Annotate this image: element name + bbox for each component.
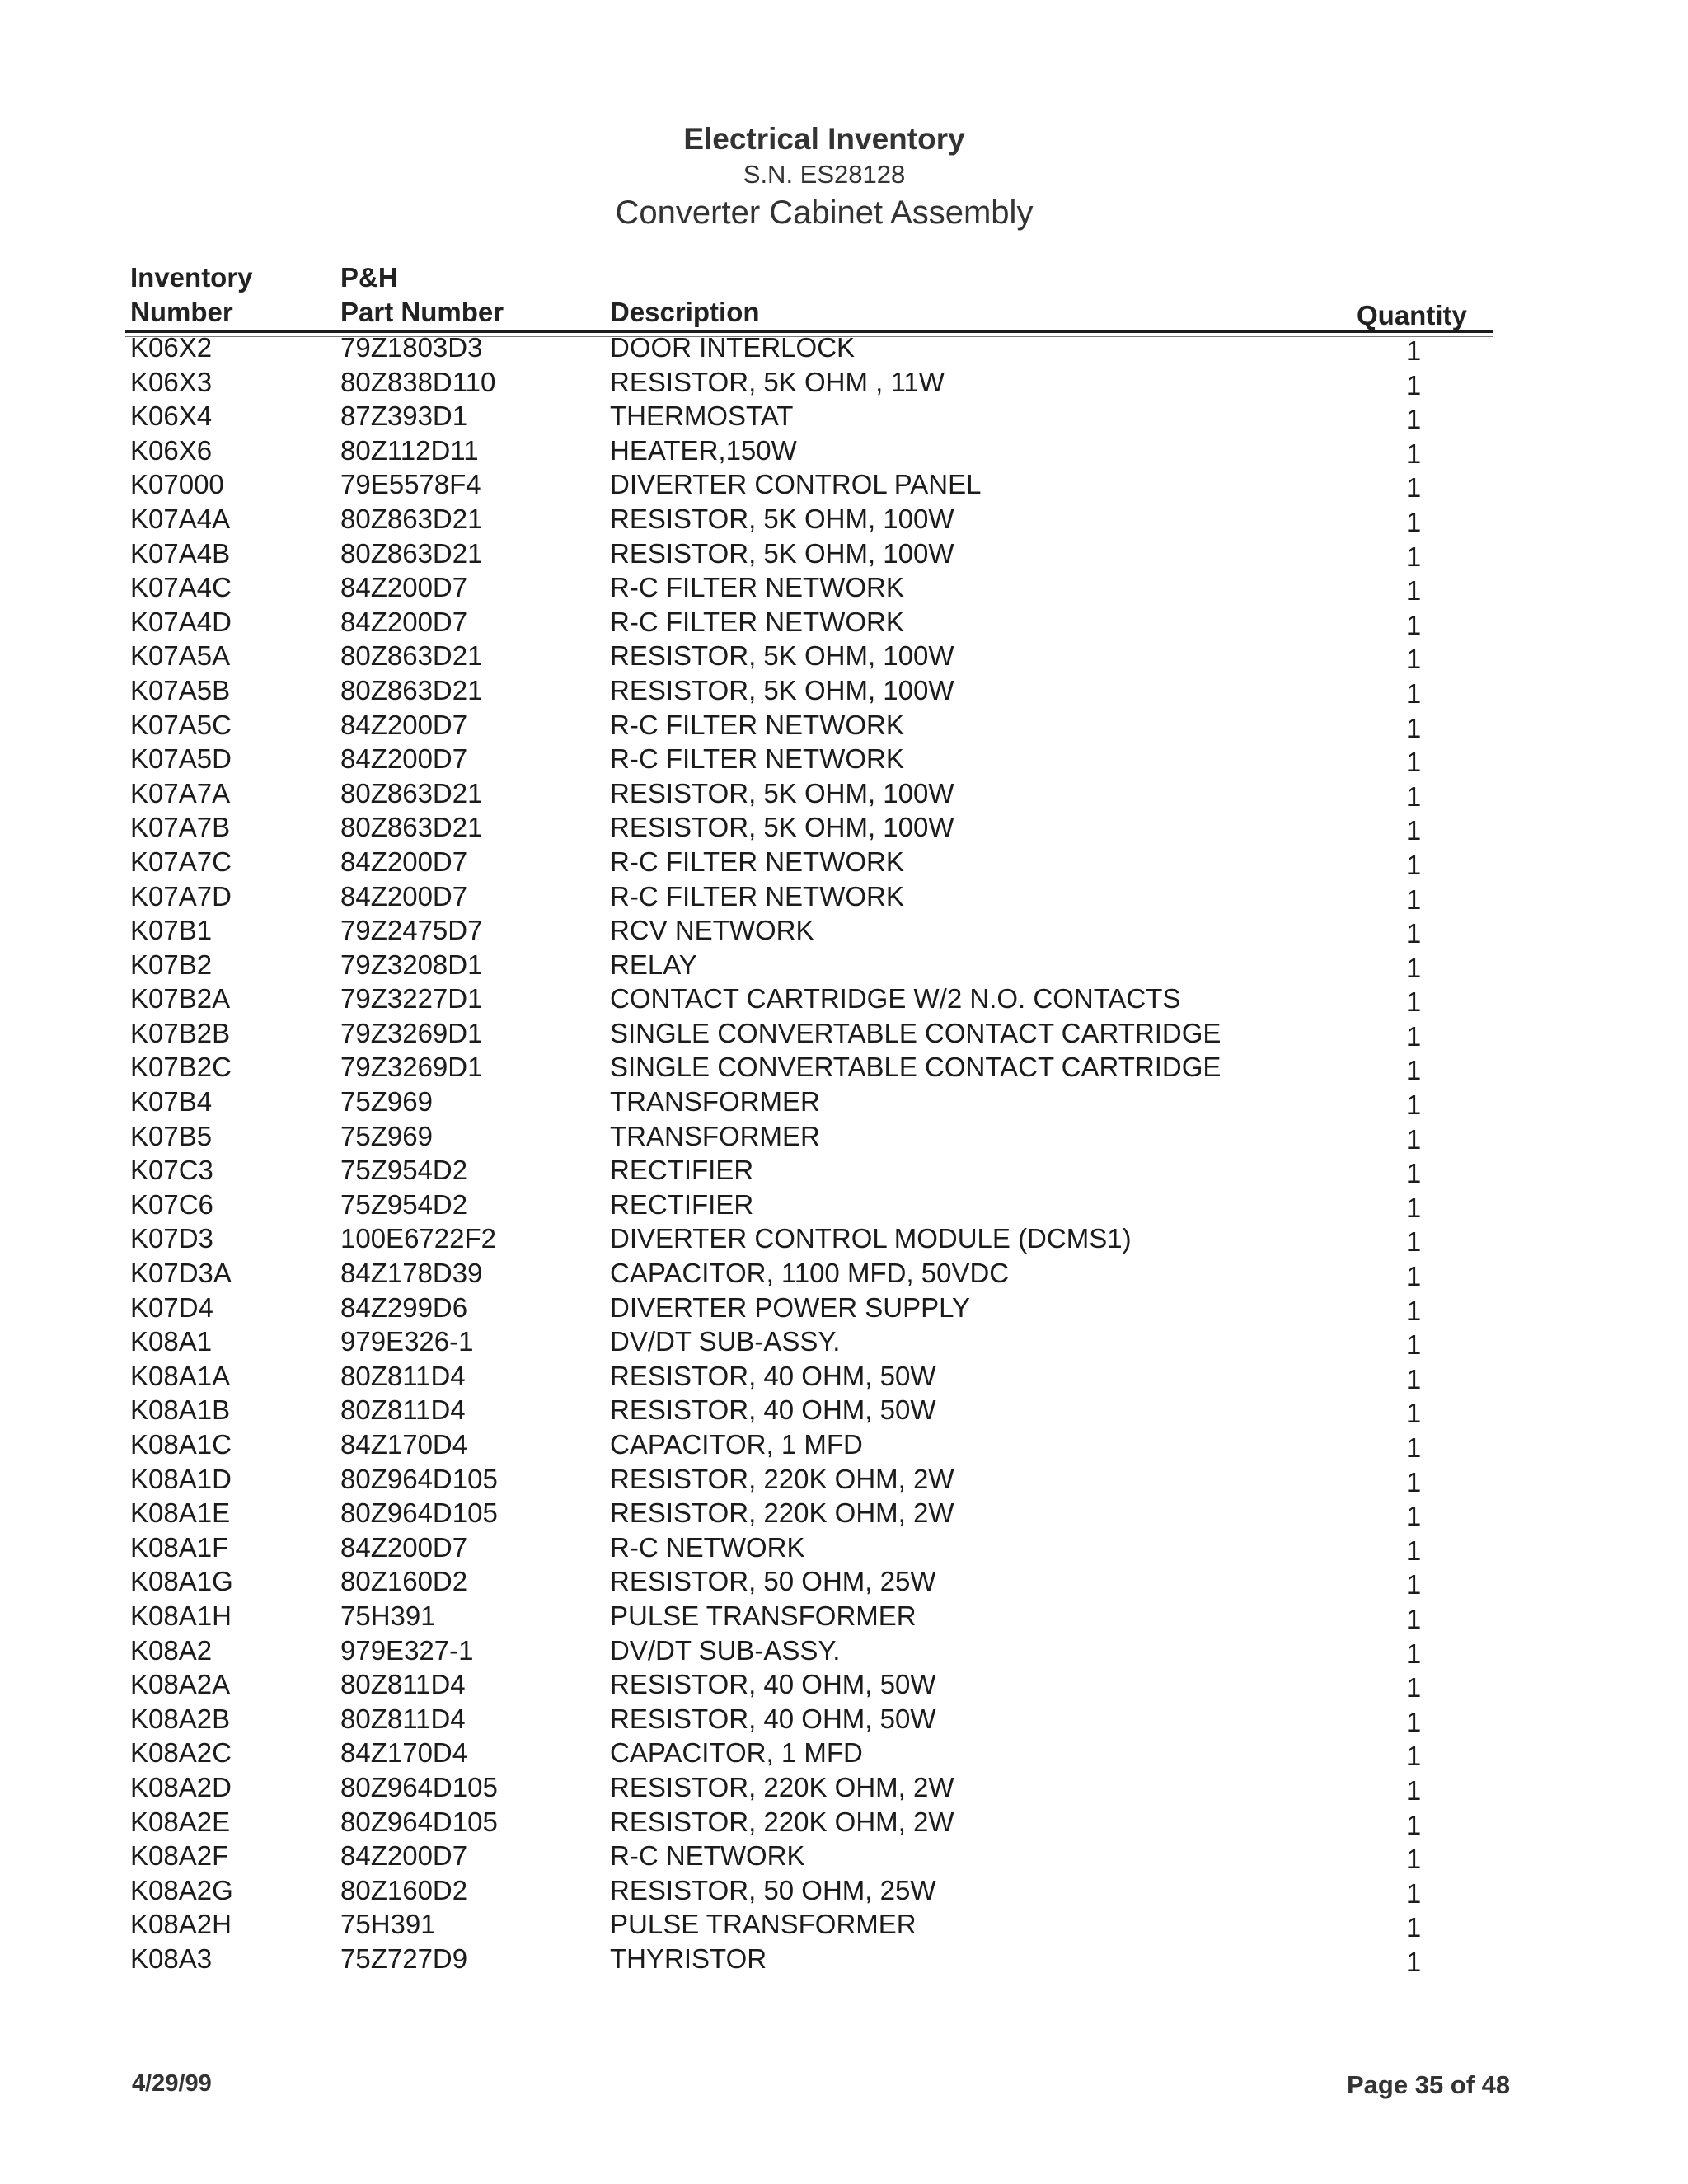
table-row — [0, 399, 1688, 434]
description-cell: RESISTOR, 40 OHM, 50W — [610, 1394, 936, 1426]
part-number-cell: 80Z811D4 — [340, 1703, 466, 1734]
column-header-inventory-line1: Inventory — [130, 262, 253, 293]
quantity-cell: 1 — [1405, 1912, 1422, 1943]
quantity-cell: 1 — [1405, 438, 1422, 469]
table-row — [0, 1462, 1688, 1497]
part-number-cell: 80Z964D105 — [340, 1771, 498, 1802]
part-number-cell: 80Z160D2 — [340, 1874, 468, 1905]
description-cell: HEATER,150W — [610, 434, 797, 466]
description-cell: RESISTOR, 40 OHM, 50W — [610, 1360, 936, 1391]
description-cell: RCV NETWORK — [610, 915, 814, 946]
table-row — [0, 1153, 1688, 1188]
inventory-number-cell: K07D3 — [130, 1223, 213, 1254]
inventory-number-cell: K07B2C — [130, 1052, 232, 1083]
part-number-cell: 75Z954D2 — [340, 1155, 468, 1186]
table-row — [0, 810, 1688, 845]
column-header-part-line2: Part Number — [340, 297, 504, 327]
inventory-number-cell: K07B2A — [130, 983, 231, 1015]
part-number-cell: 84Z299D6 — [340, 1291, 468, 1323]
quantity-cell: 1 — [1405, 780, 1422, 812]
part-number-cell: 84Z200D7 — [340, 709, 468, 740]
inventory-number-cell: K06X4 — [130, 401, 213, 432]
quantity-cell: 1 — [1405, 609, 1422, 640]
part-number-cell: 79Z3208D1 — [340, 949, 483, 980]
quantity-cell: 1 — [1405, 472, 1422, 504]
column-header-quantity: Quantity — [1357, 300, 1467, 330]
quantity-cell: 1 — [1405, 747, 1422, 778]
part-number-cell: 75Z969 — [340, 1086, 433, 1118]
part-number-cell: 87Z393D1 — [340, 401, 468, 432]
part-number-cell: 79Z3269D1 — [340, 1017, 483, 1048]
part-number-cell: 84Z170D4 — [340, 1429, 468, 1460]
quantity-cell: 1 — [1405, 1603, 1422, 1634]
quantity-cell: 1 — [1405, 987, 1422, 1018]
description-cell: RESISTOR, 50 OHM, 25W — [610, 1566, 936, 1597]
part-number-cell: 84Z170D4 — [340, 1737, 468, 1769]
column-header-part-line1: P&H — [340, 262, 398, 293]
inventory-number-cell: K08A1B — [130, 1394, 231, 1426]
inventory-number-cell: K07C3 — [130, 1155, 213, 1186]
quantity-cell: 1 — [1405, 1398, 1422, 1429]
quantity-cell: 1 — [1405, 335, 1422, 366]
part-number-cell: 80Z838D110 — [340, 366, 496, 397]
description-cell: SINGLE CONVERTABLE CONTACT CARTRIDGE — [610, 1017, 1221, 1048]
inventory-number-cell: K07A5B — [130, 674, 231, 705]
column-header-part-number — [340, 260, 504, 330]
part-number-cell: 84Z200D7 — [340, 846, 468, 877]
description-cell: RECTIFIER — [610, 1155, 754, 1186]
quantity-cell: 1 — [1405, 1090, 1422, 1121]
inventory-number-cell: K07A7A — [130, 777, 231, 808]
quantity-cell: 1 — [1405, 1363, 1422, 1394]
inventory-number-cell: K07A4B — [130, 537, 231, 569]
table-row — [0, 1324, 1688, 1359]
description-cell: RECTIFIER — [610, 1188, 754, 1220]
description-cell: R-C FILTER NETWORK — [610, 572, 904, 603]
quantity-cell: 1 — [1405, 1261, 1422, 1292]
table-row — [0, 1393, 1688, 1427]
column-header-description: Description — [610, 297, 760, 327]
table-row — [0, 1702, 1688, 1736]
description-cell: CONTACT CARTRIDGE W/2 N.O. CONTACTS — [610, 983, 1181, 1015]
quantity-cell: 1 — [1405, 1295, 1422, 1326]
quantity-cell: 1 — [1405, 404, 1422, 435]
table-row — [0, 708, 1688, 743]
part-number-cell: 80Z811D4 — [340, 1669, 466, 1700]
quantity-cell: 1 — [1405, 1329, 1422, 1361]
quantity-cell: 1 — [1405, 1638, 1422, 1669]
description-cell: PULSE TRANSFORMER — [610, 1600, 917, 1631]
table-row — [0, 1907, 1688, 1942]
quantity-cell: 1 — [1405, 1741, 1422, 1772]
quantity-cell: 1 — [1405, 506, 1422, 537]
quantity-cell: 1 — [1405, 952, 1422, 983]
inventory-number-cell: K07A7B — [130, 812, 231, 843]
description-cell: RESISTOR, 5K OHM, 100W — [610, 674, 954, 705]
inventory-number-cell: K06X3 — [130, 366, 213, 397]
part-number-cell: 80Z964D105 — [340, 1463, 498, 1494]
quantity-cell: 1 — [1405, 677, 1422, 709]
quantity-cell: 1 — [1405, 1706, 1422, 1737]
quantity-cell: 1 — [1405, 815, 1422, 846]
table-row — [0, 845, 1688, 879]
inventory-number-cell: K07C6 — [130, 1188, 213, 1220]
quantity-cell: 1 — [1405, 1569, 1422, 1601]
table-row — [0, 1633, 1688, 1668]
description-cell: RESISTOR, 220K OHM, 2W — [610, 1806, 954, 1837]
quantity-cell: 1 — [1405, 1432, 1422, 1463]
part-number-cell: 80Z863D21 — [340, 503, 483, 534]
quantity-cell: 1 — [1405, 849, 1422, 880]
quantity-cell: 1 — [1405, 1020, 1422, 1052]
part-number-cell: 75H391 — [340, 1909, 436, 1940]
part-number-cell: 84Z200D7 — [340, 1531, 468, 1563]
quantity-cell: 1 — [1405, 1123, 1422, 1155]
column-header-inventory-line2: Number — [130, 297, 233, 327]
table-row — [0, 570, 1688, 605]
inventory-number-cell: K08A1D — [130, 1463, 232, 1494]
description-cell: RESISTOR, 40 OHM, 50W — [610, 1669, 936, 1700]
quantity-cell: 1 — [1405, 1466, 1422, 1497]
quantity-cell: 1 — [1405, 1158, 1422, 1189]
inventory-number-cell: K08A1A — [130, 1360, 231, 1391]
inventory-number-cell: K06X6 — [130, 434, 213, 466]
table-row — [0, 982, 1688, 1016]
document-title: Electrical Inventory — [683, 122, 965, 156]
description-cell: RESISTOR, 5K OHM, 100W — [610, 777, 954, 808]
inventory-number-cell: K08A1C — [130, 1429, 232, 1460]
description-cell: PULSE TRANSFORMER — [610, 1909, 917, 1940]
inventory-number-cell: K07A4C — [130, 572, 232, 603]
description-cell: RESISTOR, 5K OHM , 11W — [610, 366, 945, 397]
table-row — [0, 1942, 1688, 1976]
quantity-cell: 1 — [1405, 1774, 1422, 1806]
table-row — [0, 1221, 1688, 1256]
table-row — [0, 365, 1688, 400]
inventory-number-cell: K08A2A — [130, 1669, 231, 1700]
part-number-cell: 80Z863D21 — [340, 777, 483, 808]
quantity-cell: 1 — [1405, 883, 1422, 915]
part-number-cell: 80Z863D21 — [340, 812, 483, 843]
table-row — [0, 1016, 1688, 1051]
table-row — [0, 1119, 1688, 1154]
description-cell: R-C FILTER NETWORK — [610, 743, 904, 775]
part-number-cell: 79E5578F4 — [340, 469, 481, 500]
table-row — [0, 502, 1688, 537]
description-cell: RESISTOR, 220K OHM, 2W — [610, 1771, 954, 1802]
table-row — [0, 742, 1688, 776]
inventory-number-cell: K06X2 — [130, 332, 213, 363]
quantity-cell: 1 — [1405, 1877, 1422, 1909]
table-row — [0, 1291, 1688, 1325]
part-number-cell: 75H391 — [340, 1600, 436, 1631]
table-row — [0, 948, 1688, 982]
part-number-cell: 80Z863D21 — [340, 640, 483, 672]
table-row — [0, 1564, 1688, 1599]
table-row — [0, 1770, 1688, 1805]
description-cell: RELAY — [610, 949, 697, 980]
table-row — [0, 913, 1688, 948]
table-row — [0, 673, 1688, 708]
document-subtitle: Converter Cabinet Assembly — [615, 194, 1034, 231]
inventory-number-cell: K07D3A — [130, 1258, 232, 1289]
inventory-number-cell: K08A2E — [130, 1806, 231, 1837]
description-cell: R-C NETWORK — [610, 1531, 805, 1563]
part-number-cell: 80Z112D11 — [340, 434, 479, 466]
inventory-number-cell: K08A2H — [130, 1909, 232, 1940]
table-row — [0, 1736, 1688, 1770]
part-number-cell: 80Z160D2 — [340, 1566, 468, 1597]
description-cell: THERMOSTAT — [610, 401, 794, 432]
inventory-number-cell: K07A4D — [130, 606, 232, 637]
inventory-number-cell: K07B5 — [130, 1120, 213, 1151]
inventory-number-cell: K07B2 — [130, 949, 213, 980]
inventory-number-cell: K07D4 — [130, 1291, 213, 1323]
inventory-number-cell: K07B1 — [130, 915, 213, 946]
table-row — [0, 1599, 1688, 1633]
table-row — [0, 1085, 1688, 1119]
inventory-number-cell: K07A7D — [130, 880, 232, 912]
description-cell: R-C FILTER NETWORK — [610, 709, 904, 740]
table-row — [0, 1427, 1688, 1462]
description-cell: DV/DT SUB-ASSY. — [610, 1326, 841, 1357]
serial-number: S.N. ES28128 — [743, 160, 906, 189]
table-row — [0, 776, 1688, 811]
inventory-number-cell: K08A3 — [130, 1943, 213, 1974]
quantity-cell: 1 — [1405, 1844, 1422, 1875]
quantity-cell: 1 — [1405, 1946, 1422, 1977]
part-number-cell: 80Z811D4 — [340, 1394, 466, 1426]
description-cell: RESISTOR, 5K OHM, 100W — [610, 640, 954, 672]
description-cell: DIVERTER CONTROL PANEL — [610, 469, 982, 500]
inventory-number-cell: K08A2 — [130, 1634, 213, 1666]
inventory-number-cell: K08A1E — [130, 1497, 231, 1529]
description-cell: THYRISTOR — [610, 1943, 767, 1974]
description-cell: DIVERTER CONTROL MODULE (DCMS1) — [610, 1223, 1132, 1254]
quantity-cell: 1 — [1405, 1055, 1422, 1086]
inventory-number-cell: K07000 — [130, 469, 224, 500]
description-cell: RESISTOR, 5K OHM, 100W — [610, 812, 954, 843]
inventory-number-cell: K07B2B — [130, 1017, 231, 1048]
part-number-cell: 75Z954D2 — [340, 1188, 468, 1220]
part-number-cell: 979E326-1 — [340, 1326, 474, 1357]
part-number-cell: 75Z969 — [340, 1120, 433, 1151]
part-number-cell: 84Z178D39 — [340, 1258, 483, 1289]
description-cell: R-C FILTER NETWORK — [610, 606, 904, 637]
table-row — [0, 1256, 1688, 1291]
part-number-cell: 84Z200D7 — [340, 606, 468, 637]
inventory-number-cell: K07B4 — [130, 1086, 213, 1118]
description-cell: RESISTOR, 220K OHM, 2W — [610, 1497, 954, 1529]
part-number-cell: 79Z3269D1 — [340, 1052, 483, 1083]
description-cell: TRANSFORMER — [610, 1086, 820, 1118]
table-row — [0, 1359, 1688, 1394]
inventory-number-cell: K07A5A — [130, 640, 231, 672]
quantity-cell: 1 — [1405, 1535, 1422, 1566]
inventory-number-cell: K08A2D — [130, 1771, 232, 1802]
quantity-cell: 1 — [1405, 1809, 1422, 1840]
quantity-cell: 1 — [1405, 1192, 1422, 1223]
inventory-number-cell: K08A1G — [130, 1566, 233, 1597]
inventory-number-cell: K08A2C — [130, 1737, 232, 1769]
part-number-cell: 75Z727D9 — [340, 1943, 468, 1974]
table-row — [0, 1188, 1688, 1222]
table-row — [0, 1873, 1688, 1908]
inventory-number-cell: K08A1F — [130, 1531, 229, 1563]
quantity-cell: 1 — [1405, 918, 1422, 949]
part-number-cell: 80Z964D105 — [340, 1806, 498, 1837]
footer-date: 4/29/99 — [132, 2070, 212, 2097]
description-cell: CAPACITOR, 1 MFD — [610, 1737, 863, 1769]
quantity-cell: 1 — [1405, 369, 1422, 401]
part-number-cell: 84Z200D7 — [340, 743, 468, 775]
table-row — [0, 1530, 1688, 1565]
description-cell: TRANSFORMER — [610, 1120, 820, 1151]
table-row — [0, 1839, 1688, 1873]
table-row — [0, 605, 1688, 640]
inventory-number-cell: K08A1 — [130, 1326, 213, 1357]
inventory-number-cell: K07A5D — [130, 743, 232, 775]
description-cell: RESISTOR, 5K OHM, 100W — [610, 503, 954, 534]
description-cell: DIVERTER POWER SUPPLY — [610, 1291, 971, 1323]
part-number-cell: 79Z3227D1 — [340, 983, 483, 1015]
table-row — [0, 467, 1688, 502]
quantity-cell: 1 — [1405, 541, 1422, 572]
table-row — [0, 1805, 1688, 1840]
description-cell: CAPACITOR, 1 MFD — [610, 1429, 863, 1460]
document-header — [0, 120, 1648, 234]
quantity-cell: 1 — [1405, 644, 1422, 675]
quantity-cell: 1 — [1405, 712, 1422, 743]
inventory-number-cell: K07A5C — [130, 709, 232, 740]
quantity-cell: 1 — [1405, 1672, 1422, 1704]
inventory-number-cell: K08A1H — [130, 1600, 232, 1631]
description-cell: RESISTOR, 220K OHM, 2W — [610, 1463, 954, 1494]
page-number: Page 35 of 48 — [1347, 2070, 1511, 2099]
part-number-cell: 79Z2475D7 — [340, 915, 483, 946]
inventory-number-cell: K08A2F — [130, 1840, 229, 1872]
description-cell: RESISTOR, 50 OHM, 25W — [610, 1874, 936, 1905]
column-header-inventory-number — [130, 260, 253, 330]
part-number-cell: 84Z200D7 — [340, 880, 468, 912]
part-number-cell: 84Z200D7 — [340, 572, 468, 603]
part-number-cell: 979E327-1 — [340, 1634, 474, 1666]
table-row — [0, 330, 1688, 365]
quantity-cell: 1 — [1405, 1501, 1422, 1532]
part-number-cell: 79Z1803D3 — [340, 332, 483, 363]
description-cell: R-C FILTER NETWORK — [610, 880, 904, 912]
part-number-cell: 80Z863D21 — [340, 537, 483, 569]
quantity-cell: 1 — [1405, 1226, 1422, 1258]
description-cell: RESISTOR, 40 OHM, 50W — [610, 1703, 936, 1734]
part-number-cell: 80Z964D105 — [340, 1497, 498, 1529]
inventory-number-cell: K07A7C — [130, 846, 232, 877]
description-cell: RESISTOR, 5K OHM, 100W — [610, 537, 954, 569]
inventory-table-body — [0, 330, 1688, 1976]
table-row — [0, 639, 1688, 673]
table-row — [0, 434, 1688, 468]
description-cell: DV/DT SUB-ASSY. — [610, 1634, 841, 1666]
quantity-cell: 1 — [1405, 575, 1422, 607]
part-number-cell: 80Z863D21 — [340, 674, 483, 705]
table-row — [0, 1667, 1688, 1702]
description-cell: R-C FILTER NETWORK — [610, 846, 904, 877]
inventory-number-cell: K08A2B — [130, 1703, 231, 1734]
table-row — [0, 1496, 1688, 1530]
description-cell: CAPACITOR, 1100 MFD, 50VDC — [610, 1258, 1010, 1289]
description-cell: SINGLE CONVERTABLE CONTACT CARTRIDGE — [610, 1052, 1221, 1083]
description-cell: R-C NETWORK — [610, 1840, 805, 1872]
description-cell: DOOR INTERLOCK — [610, 332, 856, 363]
part-number-cell: 84Z200D7 — [340, 1840, 468, 1872]
inventory-number-cell: K07A4A — [130, 503, 231, 534]
table-row — [0, 537, 1688, 571]
table-row — [0, 1050, 1688, 1085]
part-number-cell: 80Z811D4 — [340, 1360, 466, 1391]
table-header — [0, 260, 1688, 331]
inventory-number-cell: K08A2G — [130, 1874, 233, 1905]
part-number-cell: 100E6722F2 — [340, 1223, 496, 1254]
table-row — [0, 879, 1688, 914]
